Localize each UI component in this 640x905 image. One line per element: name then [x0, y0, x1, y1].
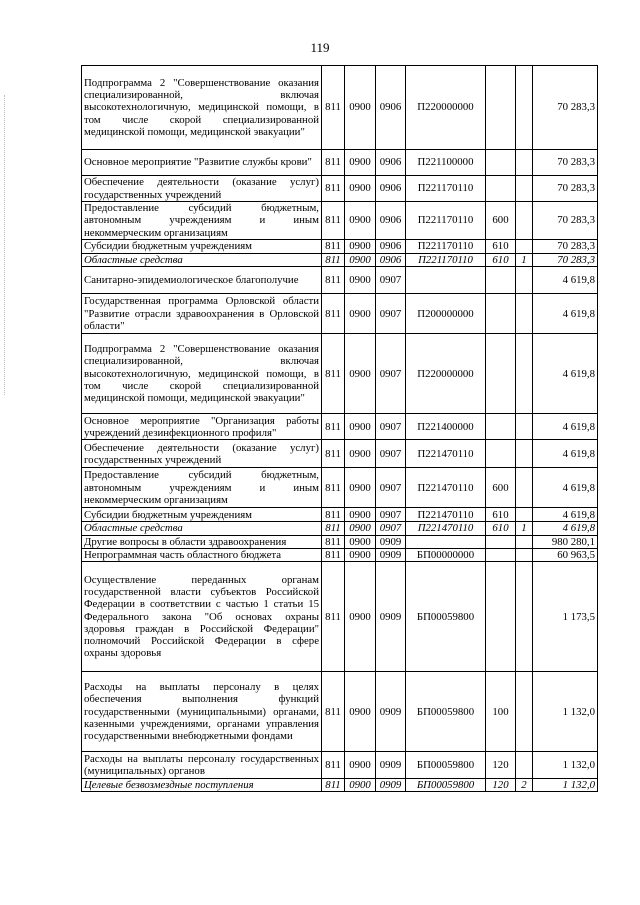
target-article-code: П200000000 [406, 294, 486, 334]
section-code: 0900 [345, 66, 376, 150]
ministry-code: 811 [322, 779, 345, 792]
ministry-code: 811 [322, 508, 345, 522]
expense-type-code [486, 414, 516, 440]
source-code [516, 240, 533, 254]
expense-type-code [486, 548, 516, 561]
subsection-code: 0907 [376, 334, 406, 414]
target-article-code: БП00059800 [406, 562, 486, 672]
target-article-code: БП00059800 [406, 672, 486, 752]
row-name: Обеспечение деятельности (оказание услуг) государственных учреждений [82, 176, 322, 202]
margin-dotted-line [4, 95, 7, 395]
amount: 4 619,8 [533, 508, 598, 522]
table-row [82, 414, 598, 440]
subsection-code: 0906 [376, 240, 406, 254]
amount: 4 619,8 [533, 440, 598, 468]
ministry-code: 811 [322, 176, 345, 202]
section-code: 0900 [345, 254, 376, 267]
amount: 4 619,8 [533, 468, 598, 508]
ministry-code: 811 [322, 294, 345, 334]
table-row [82, 202, 598, 240]
target-article-code: П221400000 [406, 414, 486, 440]
target-article-code: БП00059800 [406, 752, 486, 779]
source-code [516, 334, 533, 414]
ministry-code: 811 [322, 267, 345, 294]
budget-table [81, 65, 598, 792]
row-name: Предоставление субсидий бюджетным, автономным учреждениям и иным некоммерческим организациям [82, 202, 322, 240]
target-article-code: П221170110 [406, 202, 486, 240]
expense-type-code [486, 66, 516, 150]
expense-type-code [486, 535, 516, 548]
target-article-code: П220000000 [406, 334, 486, 414]
ministry-code: 811 [322, 535, 345, 548]
ministry-code: 811 [322, 562, 345, 672]
section-code: 0900 [345, 334, 376, 414]
section-code: 0900 [345, 176, 376, 202]
ministry-code: 811 [322, 672, 345, 752]
amount: 1 173,5 [533, 562, 598, 672]
target-article-code: П221170110 [406, 254, 486, 267]
row-name: Подпрограмма 2 "Совершенствование оказания специализированной, включая высокотехнологичную, медицинской помощи, в том числе скорой специализированной медицинской помощи, медицинской эвакуации" [82, 334, 322, 414]
source-code [516, 468, 533, 508]
row-name: Областные средства [82, 522, 322, 535]
section-code: 0900 [345, 522, 376, 535]
ministry-code: 811 [322, 150, 345, 176]
expense-type-code: 610 [486, 508, 516, 522]
amount: 70 283,3 [533, 66, 598, 150]
expense-type-code [486, 294, 516, 334]
target-article-code: БП00000000 [406, 548, 486, 561]
row-name: Непрограммная часть областного бюджета [82, 548, 322, 561]
expense-type-code: 600 [486, 202, 516, 240]
source-code [516, 752, 533, 779]
subsection-code: 0906 [376, 176, 406, 202]
table-row [82, 294, 598, 334]
ministry-code: 811 [322, 254, 345, 267]
expense-type-code [486, 440, 516, 468]
target-article-code: П221470110 [406, 522, 486, 535]
section-code: 0900 [345, 150, 376, 176]
section-code: 0900 [345, 548, 376, 561]
row-name: Целевые безвозмездные поступления [82, 779, 322, 792]
row-name: Предоставление субсидий бюджетным, автономным учреждениям и иным некоммерческим организациям [82, 468, 322, 508]
section-code: 0900 [345, 535, 376, 548]
amount: 1 132,0 [533, 672, 598, 752]
row-name: Государственная программа Орловской области "Развитие отрасли здравоохранения в Орловской области" [82, 294, 322, 334]
expense-type-code: 120 [486, 779, 516, 792]
table-row [82, 267, 598, 294]
table-row [82, 150, 598, 176]
section-code: 0900 [345, 440, 376, 468]
row-name: Основное мероприятие "Организация работы учреждений дезинфекционного профиля" [82, 414, 322, 440]
source-code [516, 508, 533, 522]
target-article-code [406, 535, 486, 548]
source-code [516, 150, 533, 176]
subsection-code: 0907 [376, 414, 406, 440]
table-row [82, 508, 598, 522]
section-code: 0900 [345, 202, 376, 240]
expense-type-code: 610 [486, 254, 516, 267]
table-row [82, 672, 598, 752]
target-article-code: П221470110 [406, 468, 486, 508]
ministry-code: 811 [322, 548, 345, 561]
expense-type-code [486, 176, 516, 202]
expense-type-code: 100 [486, 672, 516, 752]
subsection-code: 0909 [376, 779, 406, 792]
amount: 70 283,3 [533, 240, 598, 254]
row-name: Санитарно-эпидемиологическое благополучие [82, 267, 322, 294]
section-code: 0900 [345, 672, 376, 752]
row-name: Осуществление переданных органам государственной власти субъектов Российской Федерации в соответствии с частью 1 статьи 15 Федерального закона "Об основах охраны здоровья граждан в Российской Федерации" полномочий Российской Федерации в сфере охраны здоровья [82, 562, 322, 672]
source-code [516, 548, 533, 561]
expense-type-code: 600 [486, 468, 516, 508]
ministry-code: 811 [322, 414, 345, 440]
target-article-code: П221100000 [406, 150, 486, 176]
subsection-code: 0907 [376, 522, 406, 535]
expense-type-code [486, 562, 516, 672]
table-row [82, 548, 598, 561]
section-code: 0900 [345, 267, 376, 294]
target-article-code [406, 267, 486, 294]
ministry-code: 811 [322, 240, 345, 254]
section-code: 0900 [345, 414, 376, 440]
amount: 4 619,8 [533, 267, 598, 294]
expense-type-code [486, 334, 516, 414]
subsection-code: 0909 [376, 672, 406, 752]
source-code [516, 294, 533, 334]
amount: 4 619,8 [533, 334, 598, 414]
ministry-code: 811 [322, 440, 345, 468]
table-row [82, 440, 598, 468]
ministry-code: 811 [322, 522, 345, 535]
source-code: 1 [516, 254, 533, 267]
row-name: Расходы на выплаты персоналу в целях обеспечения выполнения функций государственными (муниципальными) органами, казенными учреждениями, органами управления государственными внебюджетными фондами [82, 672, 322, 752]
source-code [516, 267, 533, 294]
ministry-code: 811 [322, 66, 345, 150]
row-name: Другие вопросы в области здравоохранения [82, 535, 322, 548]
source-code: 1 [516, 522, 533, 535]
source-code: 2 [516, 779, 533, 792]
table-row [82, 752, 598, 779]
source-code [516, 562, 533, 672]
amount: 1 132,0 [533, 752, 598, 779]
table-row [82, 66, 598, 150]
target-article-code: П221170110 [406, 240, 486, 254]
target-article-code: П221170110 [406, 176, 486, 202]
source-code [516, 414, 533, 440]
expense-type-code [486, 150, 516, 176]
section-code: 0900 [345, 562, 376, 672]
subsection-code: 0907 [376, 267, 406, 294]
subsection-code: 0909 [376, 752, 406, 779]
ministry-code: 811 [322, 334, 345, 414]
amount: 980 280,1 [533, 535, 598, 548]
row-name: Подпрограмма 2 "Совершенствование оказания специализированной, включая высокотехнологичную, медицинской помощи, в том числе скорой специализированной медицинской помощи, медицинской эвакуации" [82, 66, 322, 150]
section-code: 0900 [345, 468, 376, 508]
section-code: 0900 [345, 508, 376, 522]
row-name: Обеспечение деятельности (оказание услуг) государственных учреждений [82, 440, 322, 468]
table-row [82, 522, 598, 535]
ministry-code: 811 [322, 202, 345, 240]
source-code [516, 672, 533, 752]
subsection-code: 0906 [376, 202, 406, 240]
table-row [82, 240, 598, 254]
subsection-code: 0907 [376, 508, 406, 522]
subsection-code: 0907 [376, 440, 406, 468]
section-code: 0900 [345, 294, 376, 334]
expense-type-code: 610 [486, 240, 516, 254]
row-name: Расходы на выплаты персоналу государственных (муниципальных) органов [82, 752, 322, 779]
page-number: 119 [310, 40, 330, 55]
amount: 4 619,8 [533, 414, 598, 440]
subsection-code: 0909 [376, 535, 406, 548]
subsection-code: 0906 [376, 150, 406, 176]
table-row [82, 334, 598, 414]
expense-type-code: 610 [486, 522, 516, 535]
subsection-code: 0909 [376, 562, 406, 672]
amount: 4 619,8 [533, 522, 598, 535]
source-code [516, 176, 533, 202]
table-row [82, 468, 598, 508]
row-name: Субсидии бюджетным учреждениям [82, 240, 322, 254]
target-article-code: БП00059800 [406, 779, 486, 792]
source-code [516, 440, 533, 468]
table-row [82, 535, 598, 548]
table-row [82, 254, 598, 267]
table-row [82, 176, 598, 202]
subsection-code: 0907 [376, 294, 406, 334]
amount: 70 283,3 [533, 150, 598, 176]
target-article-code: П221470110 [406, 440, 486, 468]
table-row [82, 779, 598, 792]
source-code [516, 66, 533, 150]
section-code: 0900 [345, 752, 376, 779]
amount: 70 283,3 [533, 254, 598, 267]
subsection-code: 0907 [376, 468, 406, 508]
subsection-code: 0909 [376, 548, 406, 561]
target-article-code: П221470110 [406, 508, 486, 522]
section-code: 0900 [345, 779, 376, 792]
amount: 4 619,8 [533, 294, 598, 334]
target-article-code: П220000000 [406, 66, 486, 150]
amount: 1 132,0 [533, 779, 598, 792]
ministry-code: 811 [322, 752, 345, 779]
expense-type-code: 120 [486, 752, 516, 779]
source-code [516, 535, 533, 548]
expense-type-code [486, 267, 516, 294]
amount: 70 283,3 [533, 176, 598, 202]
table-row [82, 562, 598, 672]
source-code [516, 202, 533, 240]
subsection-code: 0906 [376, 66, 406, 150]
subsection-code: 0906 [376, 254, 406, 267]
row-name: Субсидии бюджетным учреждениям [82, 508, 322, 522]
row-name: Областные средства [82, 254, 322, 267]
amount: 70 283,3 [533, 202, 598, 240]
section-code: 0900 [345, 240, 376, 254]
ministry-code: 811 [322, 468, 345, 508]
row-name: Основное мероприятие "Развитие службы крови" [82, 150, 322, 176]
amount: 60 963,5 [533, 548, 598, 561]
